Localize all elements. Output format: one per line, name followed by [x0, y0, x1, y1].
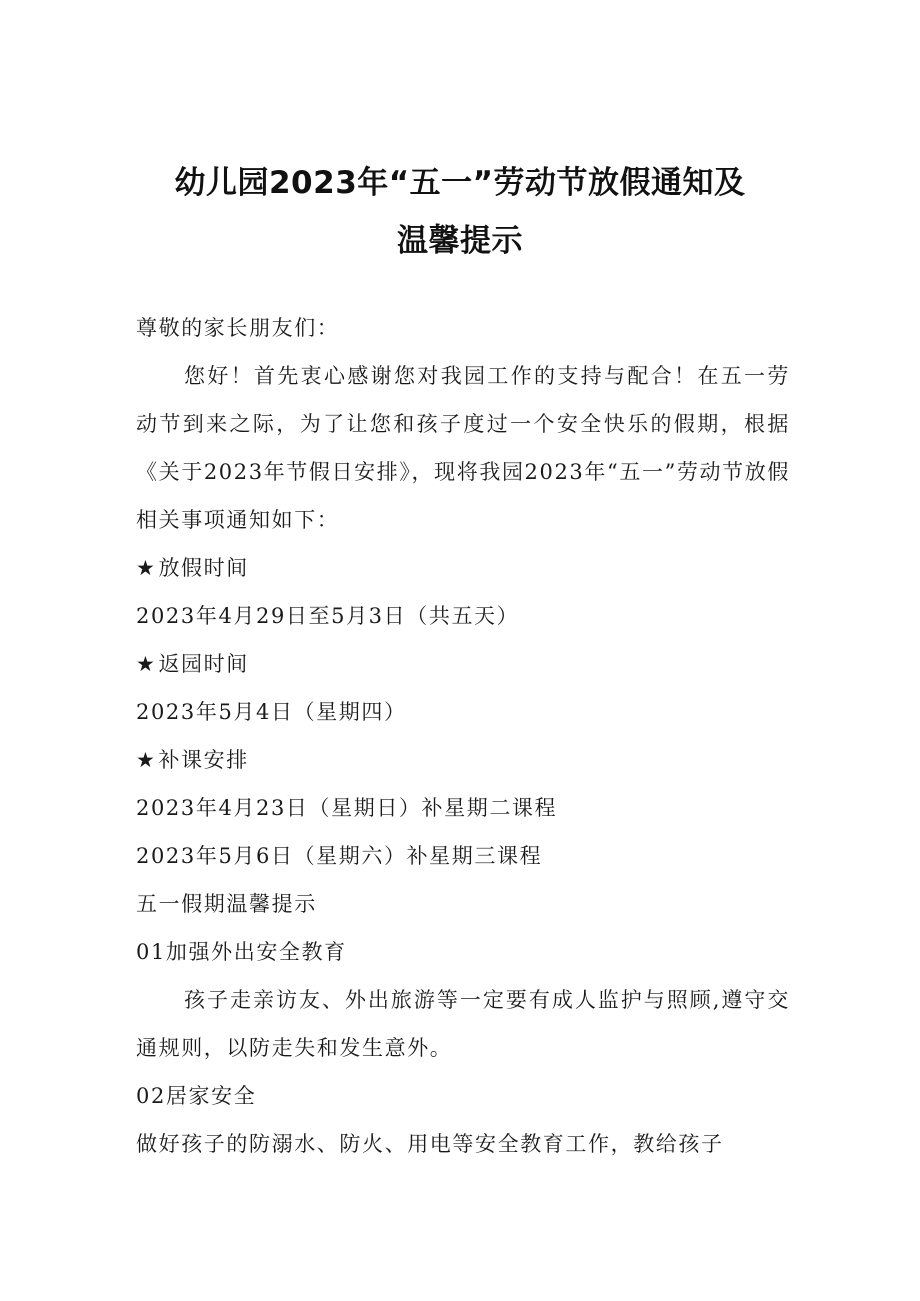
title-line-1: 幼儿园2023年“五一”劳动节放假通知及	[174, 165, 746, 201]
tip-1-title: 01加强外出安全教育	[136, 940, 347, 964]
makeup-heading-label: 补课安排	[158, 748, 249, 772]
tip-2-title: 02居家安全	[136, 1084, 257, 1108]
tips-heading: 五一假期温馨提示	[136, 892, 317, 916]
intro-paragraph: 您好！首先衷心感谢您对我园工作的支持与配合！在五一劳动节到来之际，为了让您和孩子度过一个安全快乐的假期，根据《关于2023年节假日安排》，现将我园2023年“五一”劳动节放假相关事项通知如下：	[136, 364, 790, 532]
makeup-line-1: 2023年4月23日（星期日）补星期二课程	[136, 796, 558, 820]
holiday-heading	[136, 544, 790, 592]
return-date: 2023年5月4日（星期四）	[136, 700, 407, 724]
holiday-heading-label: 放假时间	[158, 556, 249, 580]
makeup-line-2: 2023年5月6日（星期六）补星期三课程	[136, 844, 543, 868]
document-body	[136, 304, 790, 1168]
star-icon: ★	[136, 748, 157, 772]
return-heading	[136, 640, 790, 688]
star-icon: ★	[136, 556, 157, 580]
greeting: 尊敬的家长朋友们：	[136, 316, 340, 340]
star-icon: ★	[136, 652, 157, 676]
tip-1-text: 孩子走亲访友、外出旅游等一定要有成人监护与照顾,遵守交通规则，以防走失和发生意外。	[136, 988, 790, 1060]
makeup-heading	[136, 736, 790, 784]
return-heading-label: 返园时间	[158, 652, 249, 676]
document-title	[120, 154, 800, 270]
tip-2-text: 做好孩子的防溺水、防火、用电等安全教育工作，教给孩子	[136, 1132, 724, 1156]
holiday-dates: 2023年4月29日至5月3日（共五天）	[136, 604, 520, 628]
title-line-2: 温馨提示	[397, 223, 523, 259]
